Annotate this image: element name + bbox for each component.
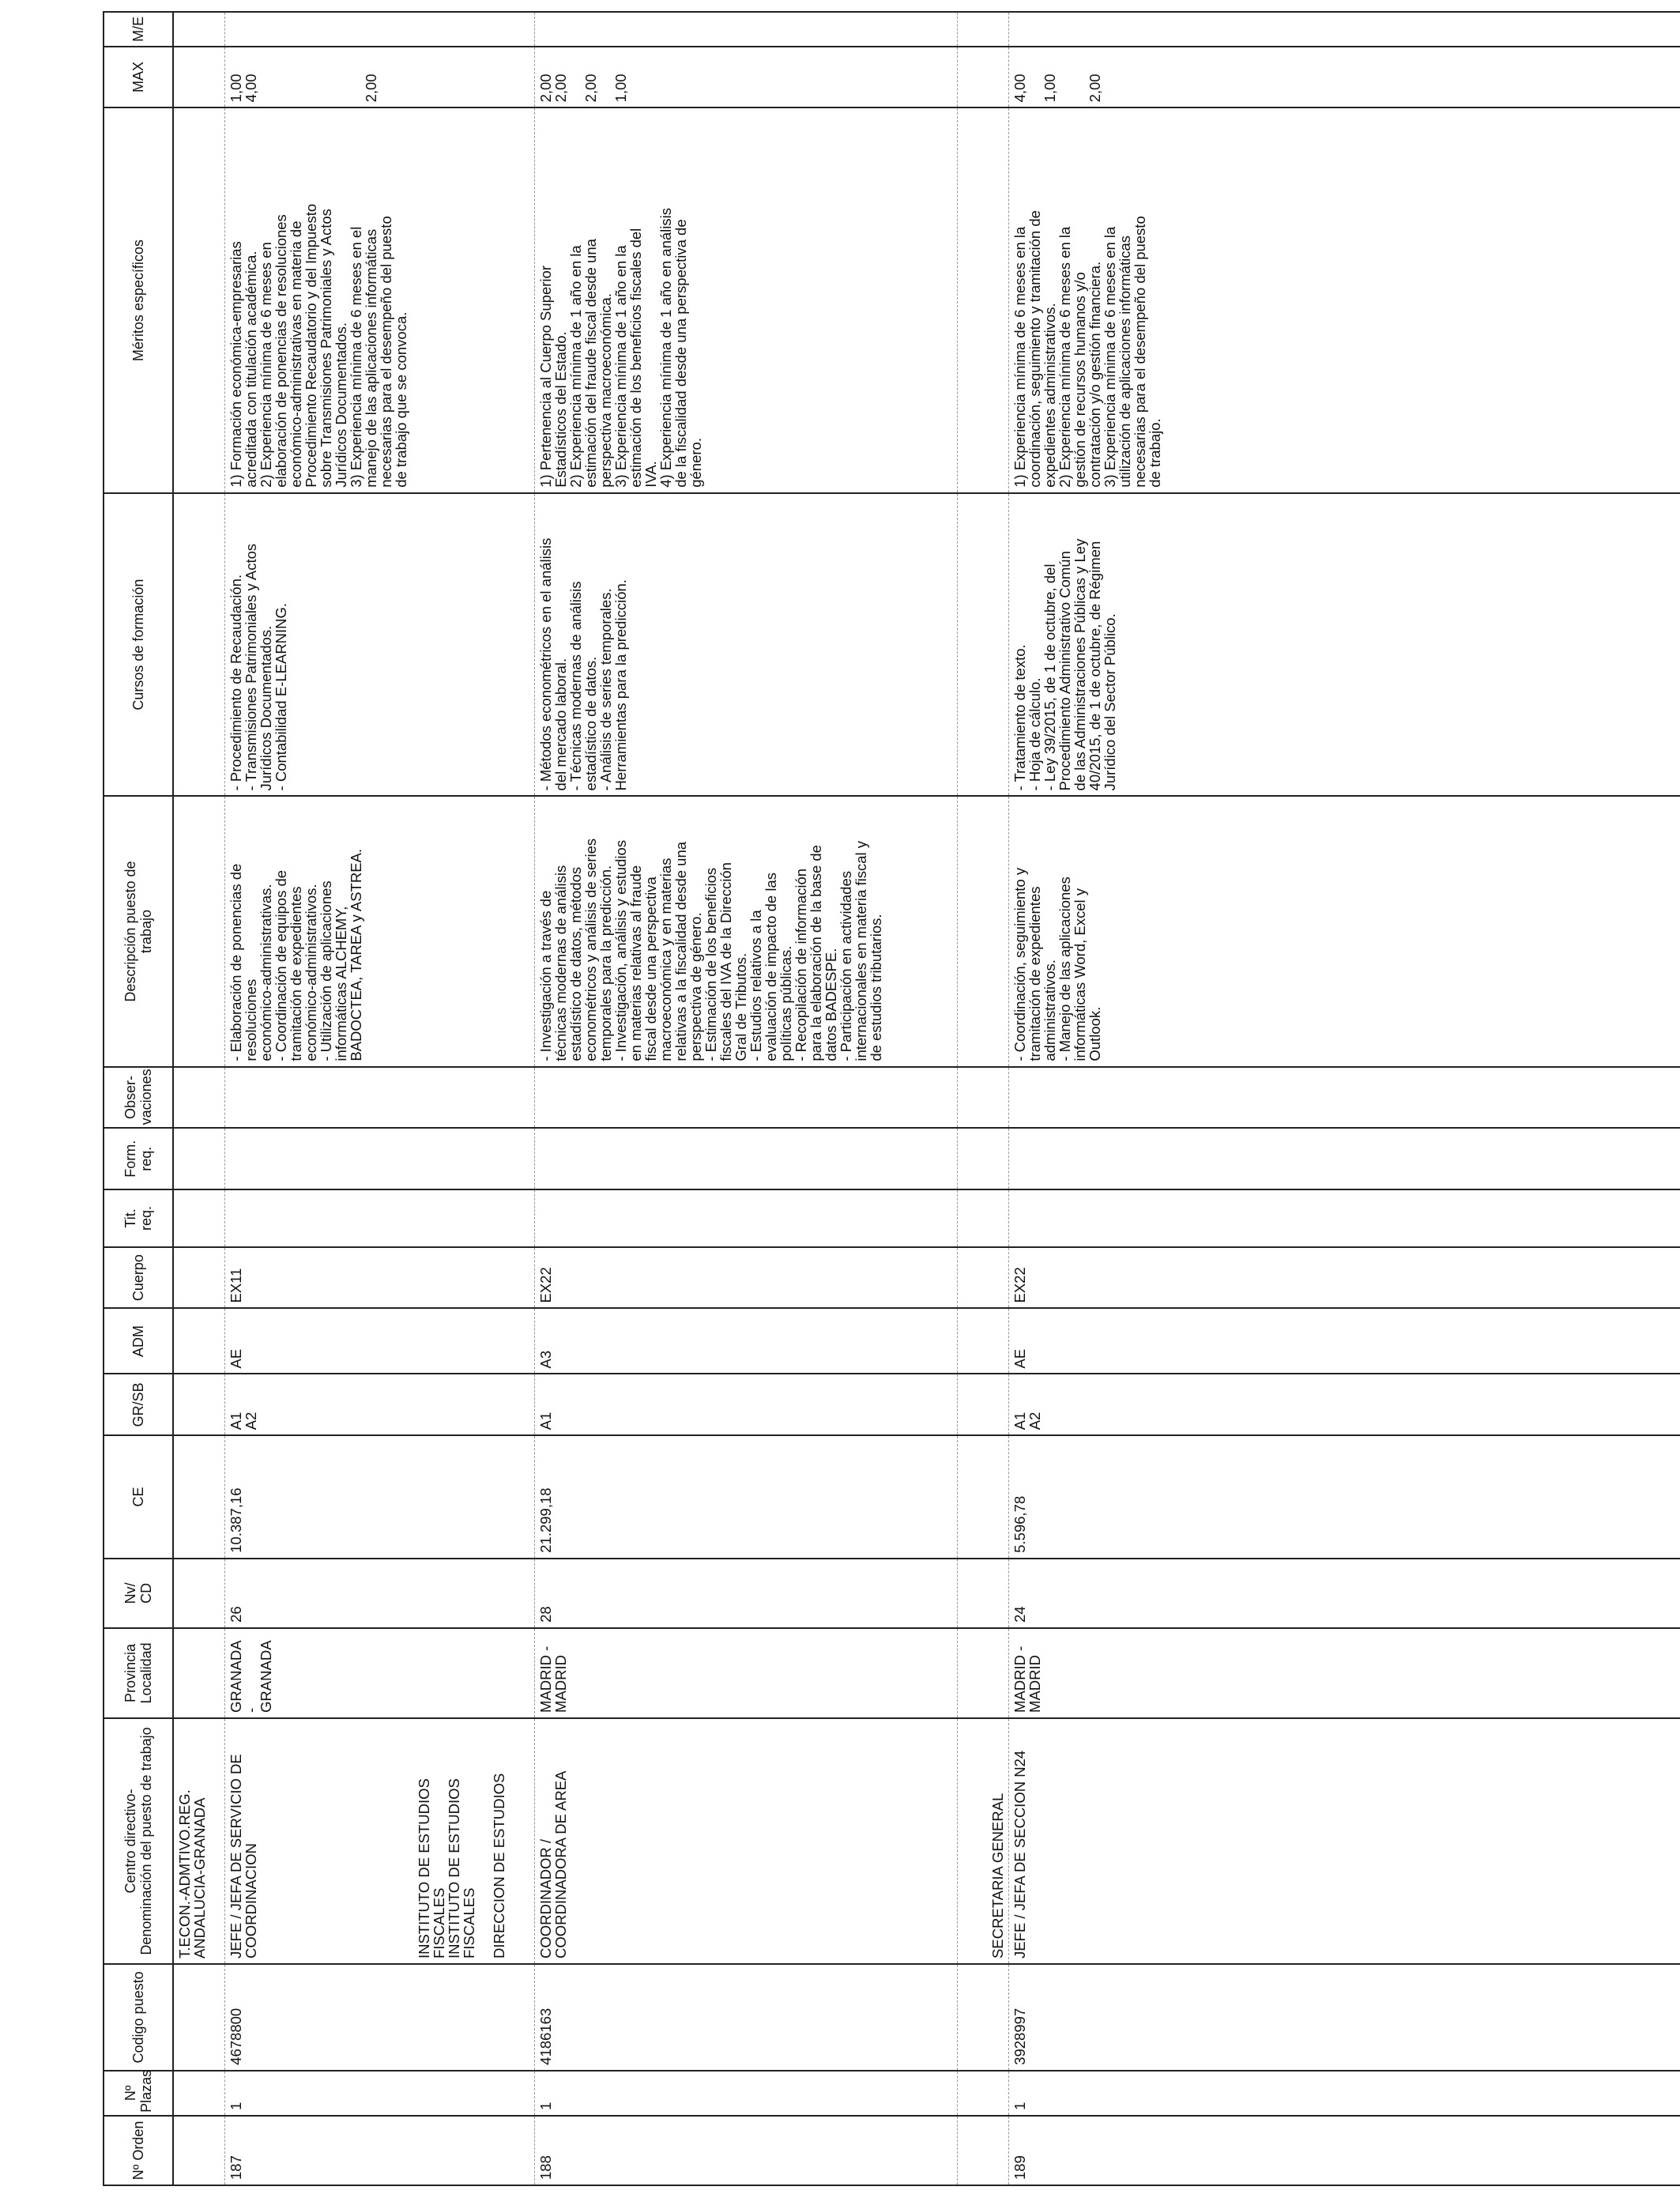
header-form: Form. req. [104, 1128, 173, 1189]
adm-cell: AE [1009, 1309, 1680, 1374]
header-max: MAX [104, 47, 173, 108]
header-plazas: Nº Plazas [104, 2071, 173, 2116]
orden-cell: 188 [535, 2116, 958, 2185]
header-descripcion: Descripción puesto de trabajo [104, 796, 173, 1066]
cursos-cell: - Procedimiento de Recaudación. - Transmisiones Patrimoniales y Actos Jurídicos Documentados. - Contabilidad E-LEARNING. [225, 493, 535, 797]
orden-cell: 187 [225, 2116, 535, 2185]
section-header-row [958, 12, 1009, 2185]
section-header-row [173, 12, 225, 2185]
header-codigo: Codigo puesto [104, 1964, 173, 2071]
codigo-cell: 4186163 [535, 1964, 958, 2071]
descripcion-cell: - Coordinación, seguimiento y tramitación de expedientes administrativos. - Manejo de las aplicaciones informáticas Word, Excel y Outlook. [1009, 796, 1680, 1066]
plazas-cell: 1 [225, 2071, 535, 2116]
header-cursos: Cursos de formación [104, 493, 173, 797]
header-orden: Nº Orden [104, 2116, 173, 2185]
form-cell [1009, 1128, 1680, 1189]
header-nivel: Nv/ CD [104, 1559, 173, 1628]
provincia-cell: MADRID - MADRID [1009, 1628, 1680, 1718]
cuerpo-cell: EX11 [225, 1247, 535, 1309]
header-centro: Centro directivo- Denominación del puesto de trabajo [104, 1718, 173, 1964]
provincia-cell: GRANADA - GRANADA [225, 1628, 535, 1718]
table-row [225, 12, 535, 2185]
ce-cell: 21.299,18 [535, 1435, 958, 1559]
denominacion-text: JEFE / JEFA DE SERVICIO DE COORDINACION [228, 1754, 259, 1959]
denominacion-cell: JEFE / JEFA DE SECCION N24 [1009, 1718, 1680, 1964]
max-cell: 2,00 2,00 2,00 1,00 [535, 47, 958, 108]
grsb-cell: A1 A2 [225, 1374, 535, 1435]
max-cell: 1,00 4,00 2,00 [225, 47, 535, 108]
ce-cell: 10.387,16 [225, 1435, 535, 1559]
meritos-cell: 1) Experiencia mínima de 6 meses en la coordinación, seguimiento y tramitación de expedientes administrativos. 2) Experiencia mínima de 6 meses en la gestión de recursos humanos y/o contratación y/o gestión financiera. 3) Experiencia mínima de 6 meses en la utilización de aplicaciones informáticas necesarias para el desempeño del puesto de trabajo. [1009, 107, 1680, 492]
header-cuerpo: Cuerpo [104, 1247, 173, 1309]
me-cell [535, 12, 958, 47]
plazas-cell: 1 [535, 2071, 958, 2116]
meritos-cell: 1) Formación económica-empresarias acreditada con titulación académica. 2) Experiencia mínima de 6 meses en elaboración de ponencias de resoluciones económico-administrativas en materia de Procedimiento Recaudatorio y del Impuesto sobre Transmisiones Patrimoniales y Actos Jurídicos Documentados. 3) Experiencia mínima de 6 meses en el manejo de las aplicaciones informáticas necesarias para el desempeño del puesto de trabajo que se convoca. [225, 107, 535, 492]
header-provincia: Provincia Localidad [104, 1628, 173, 1718]
obs-cell [1009, 1067, 1680, 1129]
centro-header: T.ECON.-ADMTIVO.REG. ANDALUCIA-GRANADA [173, 1718, 225, 1964]
nivel-cell: 26 [225, 1559, 535, 1628]
centro-header: SECRETARIA GENERAL [958, 1718, 1009, 1964]
cursos-cell: - Tratamiento de texto. - Hoja de cálculo. - Ley 39/2015, de 1 de octubre, del Procedimiento Administrativo Común de las Administraciones Públicas y Ley 40/2015, de 1 de octubre, de Régimen Jurídico del Sector Público. [1009, 493, 1680, 797]
descripcion-cell: - Elaboración de ponencias de resoluciones económico-administrativas. - Coordinación de equipos de tramitación de expedientes económico-administrativos. - Utilización de aplicaciones informáticas ALCHEMY, BADOCTEA, TAREA y ASTREA. [225, 796, 535, 1066]
table-row [1009, 12, 1680, 2185]
tit-cell [535, 1189, 958, 1247]
vacancies-table [103, 11, 1680, 2186]
descripcion-cell: - Investigación a través de técnicas modernas de análisis estadístico de datos, métodos econométricos y análisis de series temporales para la predicción. - Investigación, análisis y estudios en materias relativas al fraude fiscal desde una perspectiva macroeconómica y en materias relativas a la fiscalidad desde una perspectiva de género. - Estimación de los beneficios fiscales del IVA de la Dirección Gral de Tributos. - Estudios relativos a la evaluación de impacto de las políticas públicas. - Recopilación de información para la elaboración de la base de datos BADESPE. - Participación en actividades internacionales en materia fiscal y de estudios tributarios. [535, 796, 958, 1066]
adm-cell: A3 [535, 1309, 958, 1374]
table-row [535, 12, 958, 2185]
table-header-row [104, 12, 173, 2185]
cuerpo-cell: EX22 [1009, 1247, 1680, 1309]
form-cell [535, 1128, 958, 1189]
tit-cell [1009, 1189, 1680, 1247]
denominacion-cell: COORDINADOR / COORDINADORA DE AREA [535, 1718, 958, 1964]
nivel-cell: 24 [1009, 1559, 1680, 1628]
header-adm: ADM [104, 1309, 173, 1374]
grsb-cell: A1 A2 [1009, 1374, 1680, 1435]
form-cell [225, 1128, 535, 1189]
provincia-cell: MADRID - MADRID [535, 1628, 958, 1718]
header-obs: Obser- vaciones [104, 1067, 173, 1129]
me-cell [225, 12, 535, 47]
codigo-cell: 3928997 [1009, 1964, 1680, 2071]
plazas-cell: 1 [1009, 2071, 1680, 2116]
cursos-cell: - Métodos econométricos en el análisis del mercado laboral. - Técnicas modernas de análisis estadístico de datos. - Análisis de series temporales. Herramientas para la predicción. [535, 493, 958, 797]
orden-cell: 189 [1009, 2116, 1680, 2185]
ce-cell: 5.596,78 [1009, 1435, 1680, 1559]
subunits-text: INSTITUTO DE ESTUDIOS FISCALES INSTITUTO DE ESTUDIOS FISCALES DIRECCION DE ESTUDIOS [416, 1773, 507, 1959]
obs-cell [535, 1067, 958, 1129]
obs-cell [225, 1067, 535, 1129]
cuerpo-cell: EX22 [535, 1247, 958, 1309]
me-cell [1009, 12, 1680, 47]
codigo-cell: 4678800 [225, 1964, 535, 2071]
header-me: M/E [104, 12, 173, 47]
tit-cell [225, 1189, 535, 1247]
adm-cell: AE [225, 1309, 535, 1374]
header-meritos: Méritos específicos [104, 107, 173, 492]
meritos-cell: 1) Pertenencia al Cuerpo Superior Estadísticos del Estado. 2) Experiencia mínima de 1 año en la estimación del fraude fiscal desde una perspectiva macroeconómica. 3) Experiencia mínima de 1 año en la estimación de los beneficios fiscales del IVA. 4) Experiencia mínima de 1 año en análisis de la fiscalidad desde una perspectiva de género. [535, 107, 958, 492]
denominacion-cell [225, 1718, 535, 1964]
grsb-cell: A1 [535, 1374, 958, 1435]
nivel-cell: 28 [535, 1559, 958, 1628]
max-cell: 4,00 1,00 2,00 [1009, 47, 1680, 108]
header-grsb: GR/SB [104, 1374, 173, 1435]
header-tit: Tit. req. [104, 1189, 173, 1247]
header-ce: CE [104, 1435, 173, 1559]
